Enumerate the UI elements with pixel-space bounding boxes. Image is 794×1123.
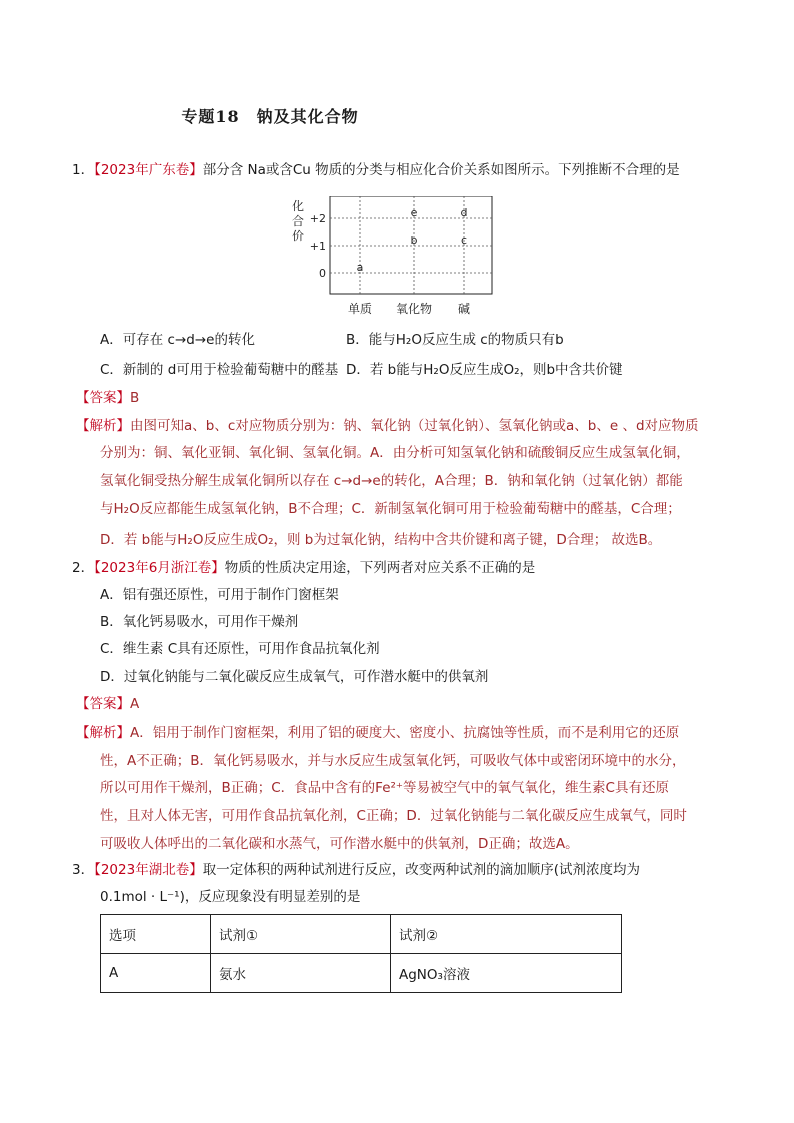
analysis-label: 【解析】 xyxy=(76,418,130,434)
chart-ylabel-2: 合 xyxy=(292,214,305,228)
chart-point-e: e xyxy=(410,206,418,219)
chart-ylabel-1: 化 xyxy=(292,199,305,213)
answer-value: A xyxy=(130,696,140,712)
table-header-cell: 试剂① xyxy=(211,915,391,954)
chart-ylabel-3: 价 xyxy=(292,229,305,243)
q1-analysis-line-3: 氢氧化铜受热分解生成氧化铜所以存在 c→d→e的转化，A合理；B．钠和氧化钠（过氧化钠）都能 xyxy=(100,473,683,489)
answer-label: 【答案】 xyxy=(76,390,130,406)
x-tick-label: 碱 xyxy=(457,302,471,316)
q1-analysis-line-1 xyxy=(76,416,699,436)
q2-option-c: C．维生素 C具有还原性，可用作食品抗氧化剂 xyxy=(100,641,380,657)
table-header-cell: 选项 xyxy=(101,915,211,954)
y-tick-label: +1 xyxy=(309,240,326,253)
x-tick-label: 氧化物 xyxy=(395,302,433,316)
q2-option-a: A．铝有强还原性，可用于制作门窗框架 xyxy=(100,587,339,603)
page-title: 专题18 钠及其化合物 xyxy=(181,107,359,126)
question-1-stem xyxy=(72,160,680,180)
answer-label: 【答案】 xyxy=(76,696,130,712)
question-text: 部分含 Na或含Cu 物质的分类与相应化合价关系如图所示。下列推断不合理的是 xyxy=(202,162,680,178)
q2-answer xyxy=(76,694,139,714)
chart-point-a: a xyxy=(356,261,364,274)
x-tick-label: 单质 xyxy=(347,302,373,316)
table-header-row xyxy=(101,915,622,954)
valence-chart xyxy=(288,196,518,321)
q1-analysis-line-4: 与H₂O反应都能生成氢氧化钠，B不合理；C．新制氢氧化铜可用于检验葡萄糖中的醛基，C合理； xyxy=(100,501,681,517)
q1-option-c: C．新制的 d可用于检验葡萄糖中的醛基 xyxy=(100,362,339,378)
q2-analysis-line-4: 性，且对人体无害，可用作食品抗氧化剂，C正确；D．过氧化钠能与二氧化碳反应生成氧气，同时 xyxy=(100,808,687,824)
answer-value: B xyxy=(130,390,140,406)
question-number: 1． xyxy=(72,162,95,178)
question-text: 取一定体积的两种试剂进行反应，改变两种试剂的滴加顺序(试剂浓度均为 xyxy=(202,862,640,878)
question-number: 2． xyxy=(72,560,95,576)
question-source: 【2023年6月浙江卷】 xyxy=(94,560,225,576)
q2-option-d: D．过氧化钠能与二氧化碳反应生成氧气，可作潜水艇中的供氧剂 xyxy=(100,669,489,685)
question-text: 物质的性质决定用途，下列两者对应关系不正确的是 xyxy=(224,560,536,576)
analysis-label: 【解析】 xyxy=(76,725,130,741)
reagent-table xyxy=(100,914,622,993)
table-header-cell: 试剂② xyxy=(391,915,622,954)
chart-point-b: b xyxy=(410,234,418,247)
q1-answer xyxy=(76,388,139,408)
question-3-stem-2: 0.1mol · L⁻¹)，反应现象没有明显差别的是 xyxy=(100,889,361,905)
q1-option-a: A．可存在 c→d→e的转化 xyxy=(100,332,255,348)
q1-analysis-line-5: D．若 b能与H₂O反应生成O₂，则 b为过氧化钠，结构中含共价键和离子键，D合理； 故选B。 xyxy=(100,532,662,548)
analysis-text: A．铝用于制作门窗框架，利用了铝的硬度大、密度小、抗腐蚀等性质，而不是利用它的还原 xyxy=(130,725,680,741)
question-source: 【2023年湖北卷】 xyxy=(94,862,203,878)
table-row xyxy=(101,954,622,993)
q2-analysis-line-3: 所以可用作干燥剂，B正确；C．食品中含有的Fe²⁺等易被空气中的氧气氧化，维生素C具有还原 xyxy=(100,780,669,796)
question-2-stem xyxy=(72,558,535,578)
question-3-stem xyxy=(72,860,640,880)
q2-option-b: B．氧化钙易吸水，可用作干燥剂 xyxy=(100,614,299,630)
q1-option-b: B．能与H₂O反应生成 c的物质只有b xyxy=(346,332,564,348)
question-source: 【2023年广东卷】 xyxy=(94,162,203,178)
analysis-text: 由图可知a、b、c对应物质分别为：钠、氧化钠（过氧化钠）、氢氧化钠或a、b、e 、d对应物质 xyxy=(130,418,699,434)
question-number: 3． xyxy=(72,862,95,878)
table-cell: AgNO₃溶液 xyxy=(391,954,622,993)
q2-analysis-line-5: 可吸收人体呼出的二氧化碳和水蒸气，可作潜水艇中的供氧剂，D正确；故选A。 xyxy=(100,836,579,852)
table-cell: A xyxy=(101,954,211,993)
q1-analysis-line-2: 分别为：铜、氧化亚铜、氧化铜、氢氧化铜。A．由分析可知氢氧化钠和硫酸铜反应生成氢氧化铜， xyxy=(100,445,690,461)
y-tick-label: 0 xyxy=(319,267,326,280)
y-tick-label: +2 xyxy=(309,212,326,225)
q2-analysis-line-2: 性，A不正确；B．氧化钙易吸水，并与水反应生成氢氧化钙，可吸收气体中或密闭环境中的水分， xyxy=(100,753,686,769)
q2-analysis-line-1 xyxy=(76,723,679,743)
q1-option-d: D．若 b能与H₂O反应生成O₂，则b中含共价键 xyxy=(346,362,623,378)
table-cell: 氨水 xyxy=(211,954,391,993)
chart-point-c: c xyxy=(460,234,468,247)
chart-point-d: d xyxy=(460,206,468,219)
